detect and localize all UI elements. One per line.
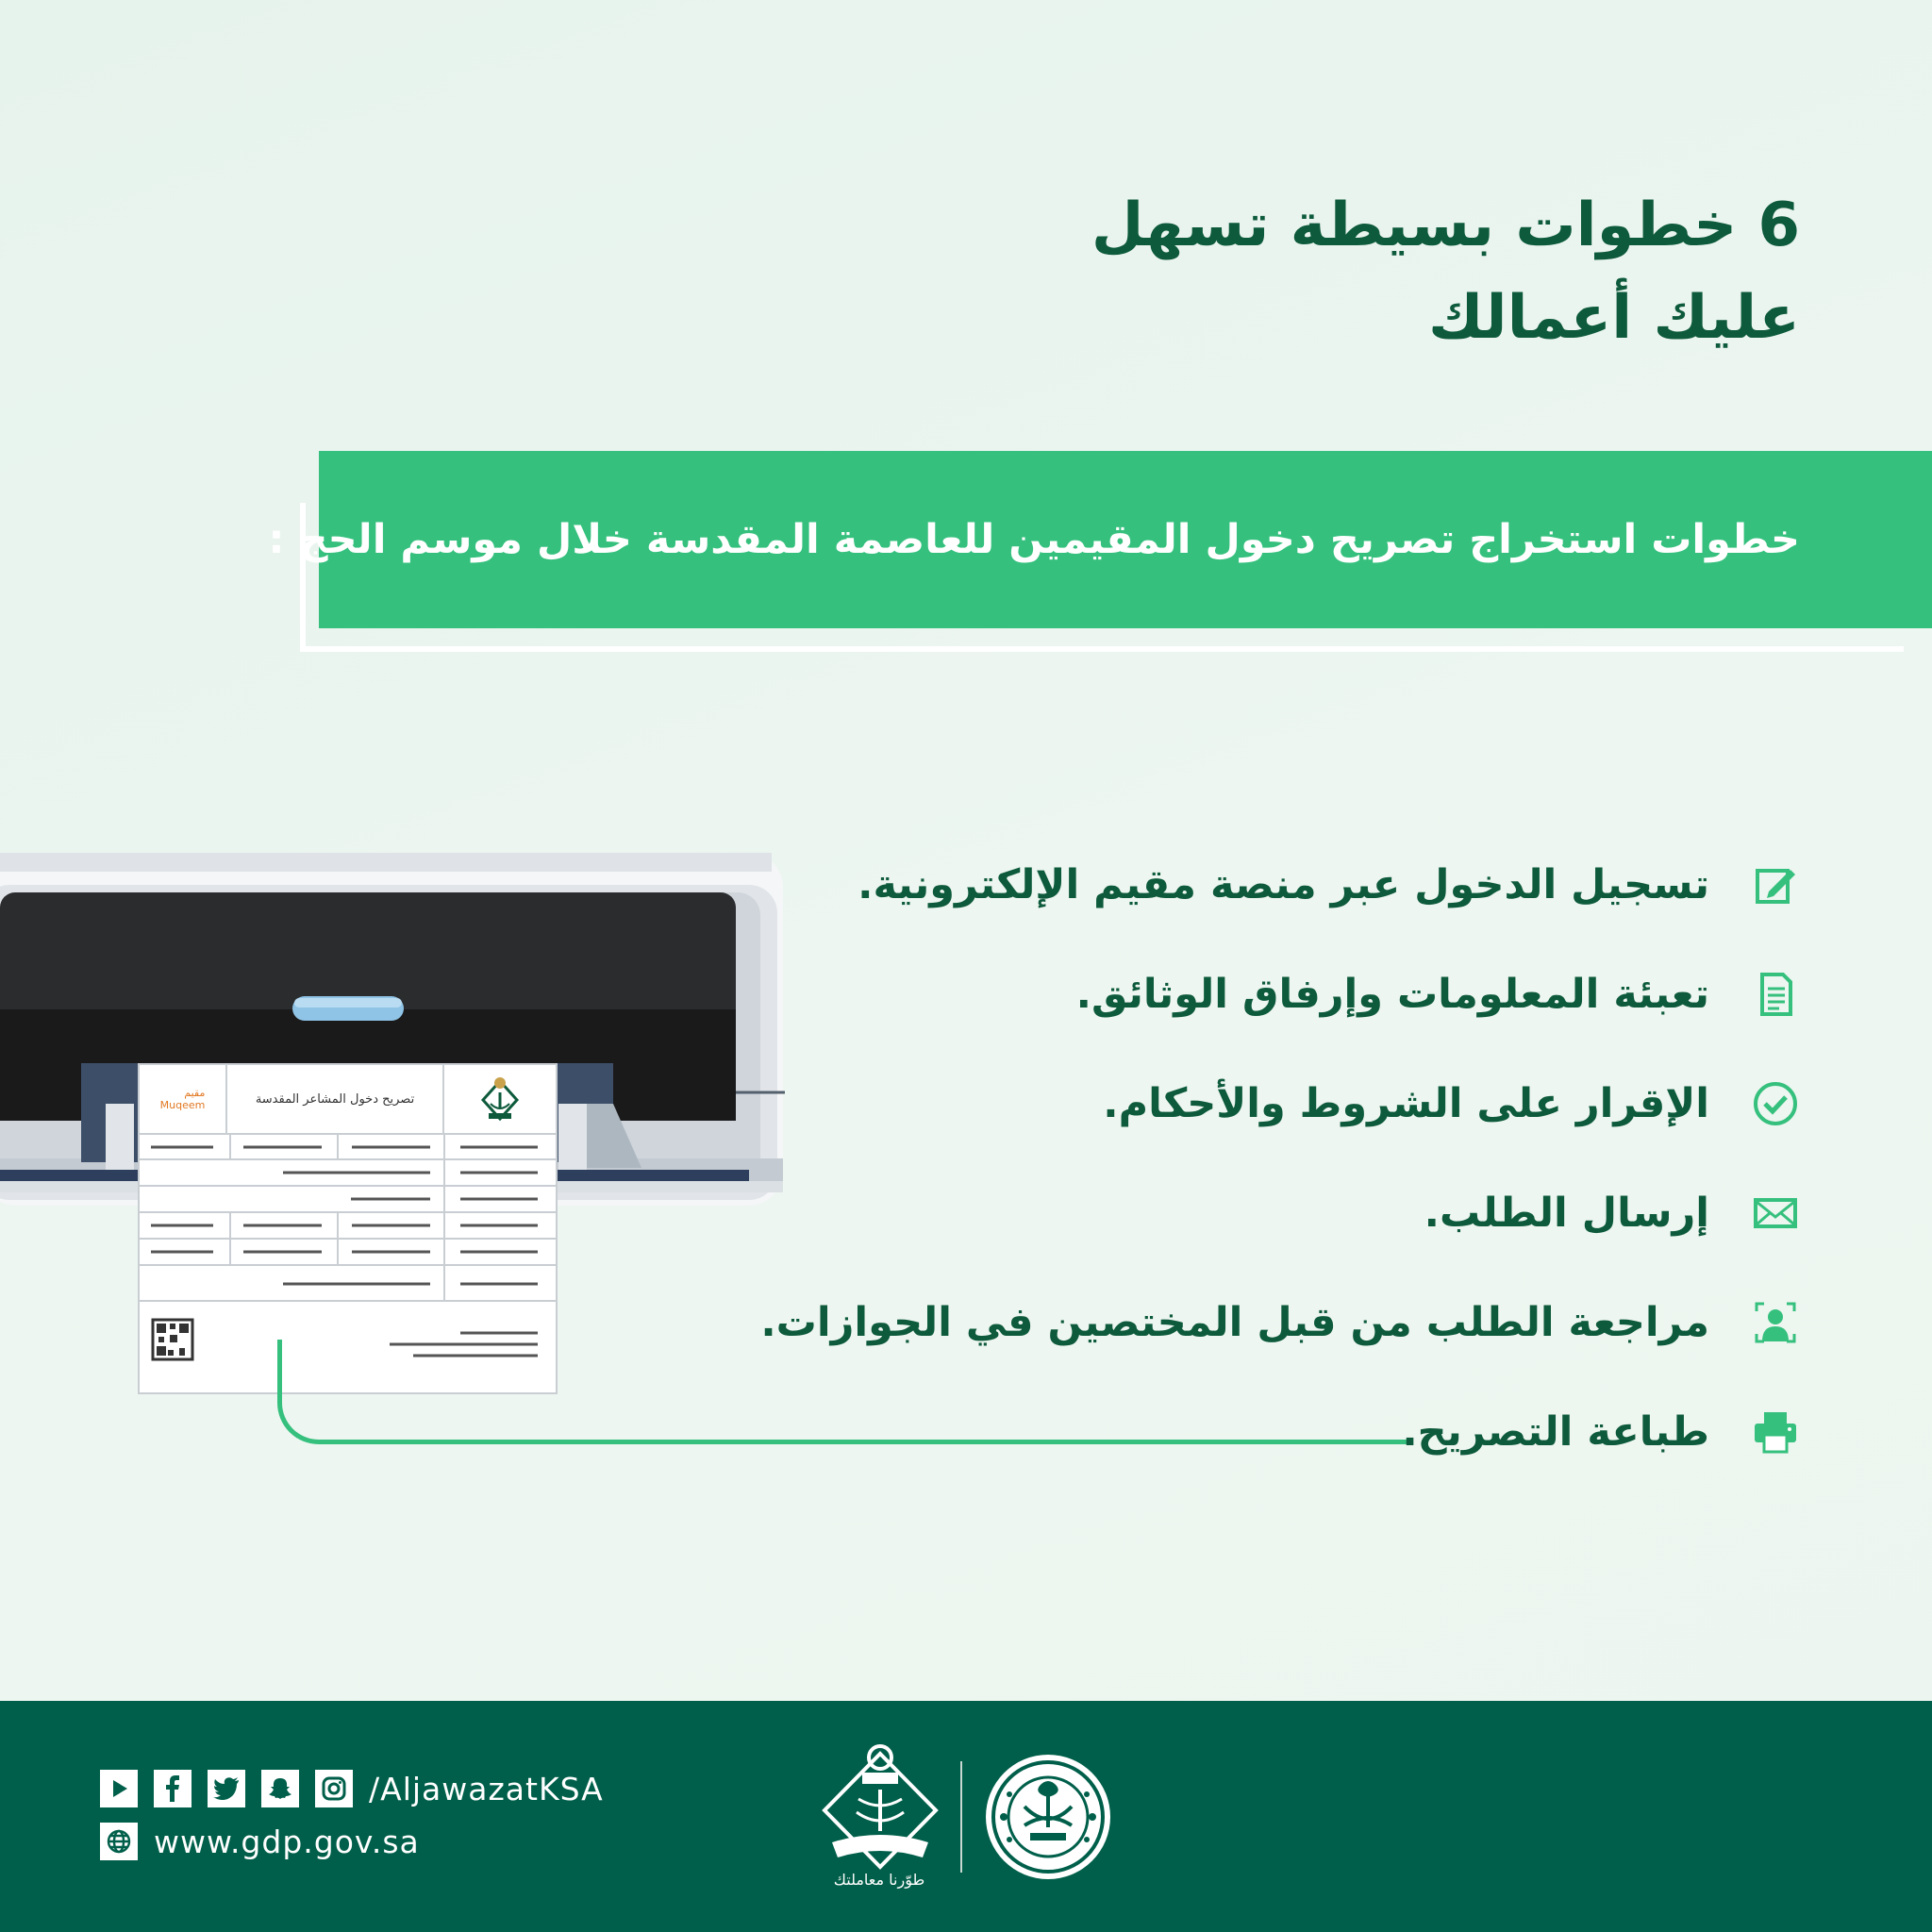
permit-title: تصريح دخول المشاعر المقدسة (255, 1091, 415, 1107)
step-5 (687, 1268, 1800, 1377)
muqeem-logo-en: Muqeem (159, 1099, 206, 1111)
qr-code-icon (153, 1320, 192, 1359)
step-1-text: تسجيل الدخول عبر منصة مقيم الإلكترونية. (858, 861, 1709, 908)
document-icon (1751, 970, 1800, 1019)
step-3 (687, 1049, 1800, 1158)
permit-title-cell (225, 1065, 442, 1133)
step-5-text: مراجعة الطلب من قبل المختصين في الجوازات. (760, 1299, 1709, 1346)
step-3-text: الإقرار على الشروط والأحكام. (1103, 1080, 1709, 1127)
ministry-seal (983, 1752, 1113, 1882)
jawazat-emblem-icon (479, 1075, 521, 1123)
social-links (100, 1770, 604, 1807)
step-6 (687, 1377, 1800, 1487)
youtube-icon[interactable] (100, 1770, 138, 1807)
snapchat-icon[interactable] (261, 1770, 299, 1807)
logo-divider (960, 1761, 962, 1873)
twitter-icon[interactable] (208, 1770, 245, 1807)
user-review-icon (1751, 1298, 1800, 1347)
facebook-icon[interactable] (154, 1770, 192, 1807)
globe-icon (100, 1823, 138, 1860)
step-4 (687, 1158, 1800, 1268)
page-title (668, 179, 1800, 364)
steps-list (687, 830, 1800, 1487)
title-line-1: 6 خطوات بسيطة تسهل (1091, 191, 1800, 260)
step-6-text: طباعة التصريح. (1402, 1408, 1709, 1456)
banner-text: خطوات استخراج تصريح دخول المقيمين للعاصمة المقدسة خلال موسم الحج : (268, 516, 1800, 563)
printer-icon (1751, 1407, 1800, 1457)
tagline: طوّرنا معاملتك (833, 1871, 925, 1889)
jawazat-logo (819, 1740, 941, 1873)
edit-icon (1751, 860, 1800, 909)
envelope-icon (1751, 1189, 1800, 1238)
step-1 (687, 830, 1800, 940)
muqeem-logo (140, 1065, 225, 1133)
footer (0, 1701, 1932, 1932)
title-line-2: عليك أعمالك (1427, 283, 1800, 353)
muqeem-logo-ar: مقيم (184, 1087, 206, 1099)
website-link[interactable] (100, 1823, 420, 1860)
social-handle[interactable]: /AljawazatKSA (369, 1770, 604, 1807)
instagram-icon[interactable] (315, 1770, 353, 1807)
website-url[interactable]: www.gdp.gov.sa (154, 1823, 420, 1860)
step-2-text: تعبئة المعلومات وإرفاق الوثائق. (1075, 971, 1709, 1018)
step-2 (687, 940, 1800, 1049)
check-circle-icon (1751, 1079, 1800, 1128)
permit-emblem (442, 1065, 556, 1133)
step-4-text: إرسال الطلب. (1424, 1190, 1709, 1237)
permit-header (140, 1065, 556, 1135)
